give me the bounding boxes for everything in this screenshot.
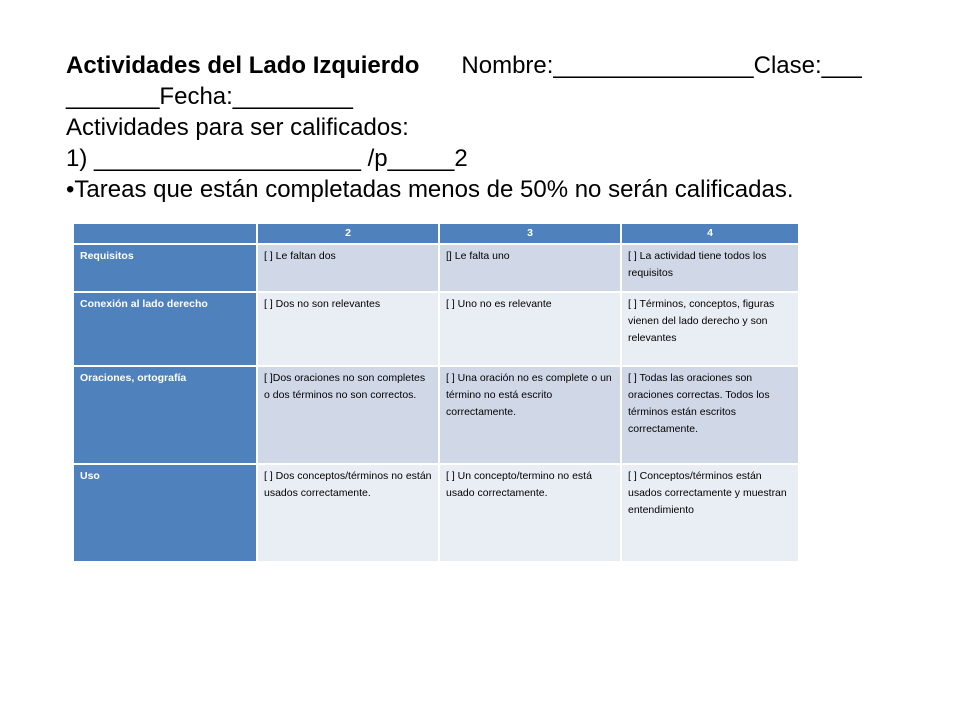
rubric-cell: [ ]Dos oraciones no son completes o dos términos no son correctos. <box>257 366 439 464</box>
rubric-cell: [ ] Una oración no es complete o un término no está escrito correctamente. <box>439 366 621 464</box>
score-header-2: 2 <box>257 223 439 244</box>
rubric-cell: [ ] Dos conceptos/términos no están usados correctamente. <box>257 464 439 562</box>
date-line: _______Fecha:_________ <box>66 83 353 110</box>
worksheet-header <box>66 50 926 205</box>
rubric-cell: [] Le falta uno <box>439 244 621 292</box>
name-class-blanks: Nombre:_______________Clase:___ <box>461 52 862 79</box>
criterion-label: Oraciones, ortografía <box>73 366 257 464</box>
table-row <box>73 244 799 292</box>
rubric-cell: [ ] Uno no es relevante <box>439 292 621 366</box>
header-line-1 <box>66 50 926 81</box>
graded-activities-heading: Actividades para ser calificados: <box>66 114 409 141</box>
criterion-label: Requisitos <box>73 244 257 292</box>
rubric-cell: [ ] Le faltan dos <box>257 244 439 292</box>
table-row <box>73 292 799 366</box>
rubric-cell: [ ] Dos no son relevantes <box>257 292 439 366</box>
rubric-header-row <box>73 223 799 244</box>
rubric-cell: [ ] Todas las oraciones son oraciones correctas. Todos los términos están escritos correctamente. <box>621 366 799 464</box>
rubric-corner-cell <box>73 223 257 244</box>
score-header-3: 3 <box>439 223 621 244</box>
table-row <box>73 464 799 562</box>
completion-note: •Tareas que están completadas menos de 50% no serán calificadas. <box>66 176 794 203</box>
rubric-cell: [ ] Términos, conceptos, figuras vienen del lado derecho y son relevantes <box>621 292 799 366</box>
rubric-cell: [ ] Un concepto/termino no está usado correctamente. <box>439 464 621 562</box>
rubric-table <box>72 222 800 563</box>
criterion-label: Conexión al lado derecho <box>73 292 257 366</box>
score-header-4: 4 <box>621 223 799 244</box>
activity-item-1: 1) ____________________ /p_____2 <box>66 145 468 172</box>
rubric-cell: [ ] La actividad tiene todos los requisitos <box>621 244 799 292</box>
rubric-cell: [ ] Conceptos/términos están usados correctamente y muestran entendimiento <box>621 464 799 562</box>
criterion-label: Uso <box>73 464 257 562</box>
worksheet-title: Actividades del Lado Izquierdo <box>66 52 420 79</box>
table-row <box>73 366 799 464</box>
